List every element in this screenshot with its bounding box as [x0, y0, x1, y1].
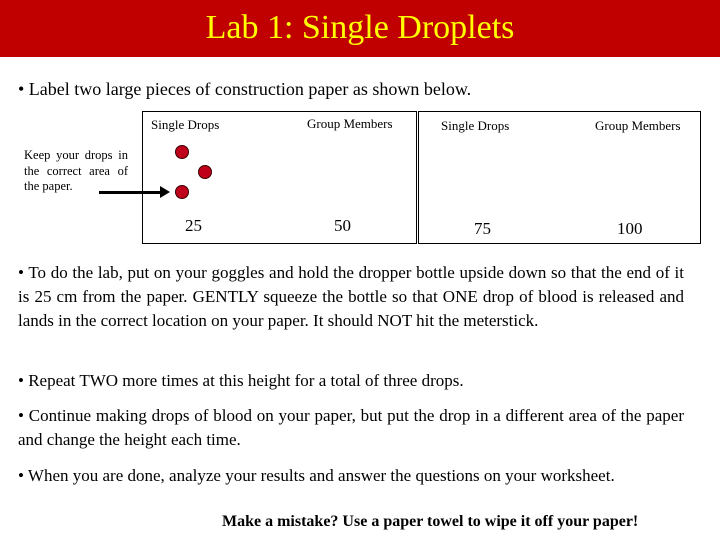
page-title: Lab 1: Single Droplets — [205, 9, 515, 46]
height-number: 50 — [334, 216, 351, 235]
group-members-label: Group Members — [595, 118, 681, 133]
height-number: 75 — [474, 219, 491, 238]
intro-bullet: • Label two large pieces of construction paper as shown below. — [18, 79, 472, 99]
footer-note: Make a mistake? Use a paper towel to wipe it off your paper! — [222, 513, 639, 530]
paper-diagram-1 — [142, 111, 417, 244]
instruction-paragraph: • To do the lab, put on your goggles and hold the dropper bottle upside down so that the end of it is 25 cm from the paper. GENTLY squeeze the bottle so that ONE drop of blood is released and lands in the correct location on your paper. It should NOT hit the meterstick. — [18, 263, 684, 330]
blood-drop — [175, 185, 189, 199]
side-note: Keep your drops in the correct area of the paper. — [24, 148, 128, 193]
arrow-head-icon — [160, 186, 170, 198]
arrow-line — [99, 191, 163, 194]
blood-drop — [175, 145, 189, 159]
single-drops-label: Single Drops — [151, 117, 220, 132]
paper-diagram-2 — [418, 111, 701, 244]
instruction-paragraph: • Continue making drops of blood on your paper, but put the drop in a different area of the paper and change the height each time. — [18, 406, 684, 449]
single-drops-label: Single Drops — [441, 118, 510, 133]
height-number: 25 — [185, 216, 202, 235]
group-members-label: Group Members — [307, 116, 393, 131]
blood-drop — [198, 165, 212, 179]
instruction-paragraph: • Repeat TWO more times at this height for a total of three drops. — [18, 371, 464, 390]
height-number: 100 — [617, 219, 643, 238]
instruction-paragraph: • When you are done, analyze your results and answer the questions on your worksheet. — [18, 466, 615, 485]
